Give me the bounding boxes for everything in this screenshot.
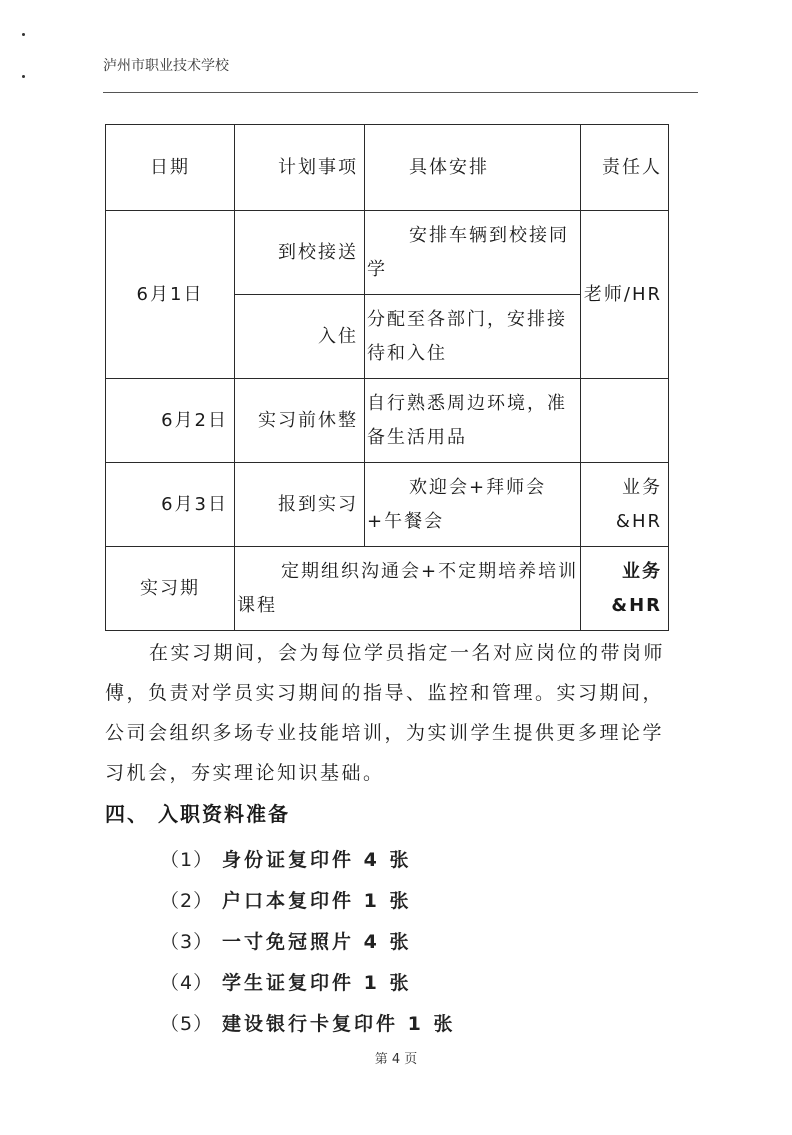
cell-date: 6月3日	[106, 463, 235, 547]
cell-plan: 到校接送	[235, 211, 365, 295]
item-number: （5）	[160, 1013, 214, 1035]
table-header-row	[106, 125, 669, 211]
item-text: 户口本复印件 1 张	[222, 890, 412, 912]
cell-plan: 实习前休整	[235, 379, 365, 463]
cell-date: 6月2日	[106, 379, 235, 463]
cell-arrange: 自行熟悉周边环境，准备生活用品	[365, 379, 581, 463]
header-date: 日期	[106, 125, 235, 211]
cell-date: 实习期	[106, 547, 235, 631]
cell-owner	[581, 379, 669, 463]
item-text: 学生证复印件 1 张	[222, 972, 412, 994]
header-owner: 责任人	[581, 125, 669, 211]
cell-arrange: 分配至各部门，安排接待和入住	[365, 295, 581, 379]
item-number: （4）	[160, 972, 214, 994]
list-item	[160, 963, 455, 1004]
materials-list	[160, 840, 455, 1045]
schedule-table	[105, 124, 669, 631]
body-paragraph: 在实习期间，会为每位学员指定一名对应岗位的带岗师傅，负责对学员实习期间的指导、监控和管理。实习期间，公司会组织多场专业技能培训，为实训学生提供更多理论学习机会，夯实理论知识基础。	[105, 642, 666, 784]
table-row	[106, 211, 669, 295]
cell-owner: 业务&HR	[581, 547, 669, 631]
page-header-school: 泸州市职业技术学校	[103, 58, 229, 74]
table-row	[106, 463, 669, 547]
scan-mark-dot	[22, 75, 25, 78]
cell-arrange: 欢迎会+拜师会+午餐会	[365, 463, 581, 547]
header-divider	[103, 92, 698, 93]
item-number: （3）	[160, 931, 214, 953]
item-text: 身份证复印件 4 张	[222, 849, 412, 871]
table-row	[106, 379, 669, 463]
list-item	[160, 881, 455, 922]
cell-arrange: 定期组织沟通会+不定期培养培训课程	[235, 547, 581, 631]
list-item	[160, 1004, 455, 1045]
page-number: 第 4 页	[374, 1052, 418, 1067]
header-plan: 计划事项	[235, 125, 365, 211]
cell-owner: 业务&HR	[581, 463, 669, 547]
list-item	[160, 840, 455, 881]
cell-owner: 老师/HR	[581, 211, 669, 379]
scan-mark-dot	[22, 33, 25, 36]
list-item	[160, 922, 455, 963]
item-text: 建设银行卡复印件 1 张	[222, 1013, 456, 1035]
header-arrange: 具体安排	[365, 125, 581, 211]
cell-date: 6月1日	[106, 211, 235, 379]
item-text: 一寸免冠照片 4 张	[222, 931, 412, 953]
cell-plan: 入住	[235, 295, 365, 379]
cell-plan: 报到实习	[235, 463, 365, 547]
item-number: （2）	[160, 890, 214, 912]
item-number: （1）	[160, 849, 214, 871]
section-title: 四、 入职资料准备	[105, 802, 290, 826]
cell-arrange: 安排车辆到校接同学	[365, 211, 581, 295]
table-row	[106, 547, 669, 631]
